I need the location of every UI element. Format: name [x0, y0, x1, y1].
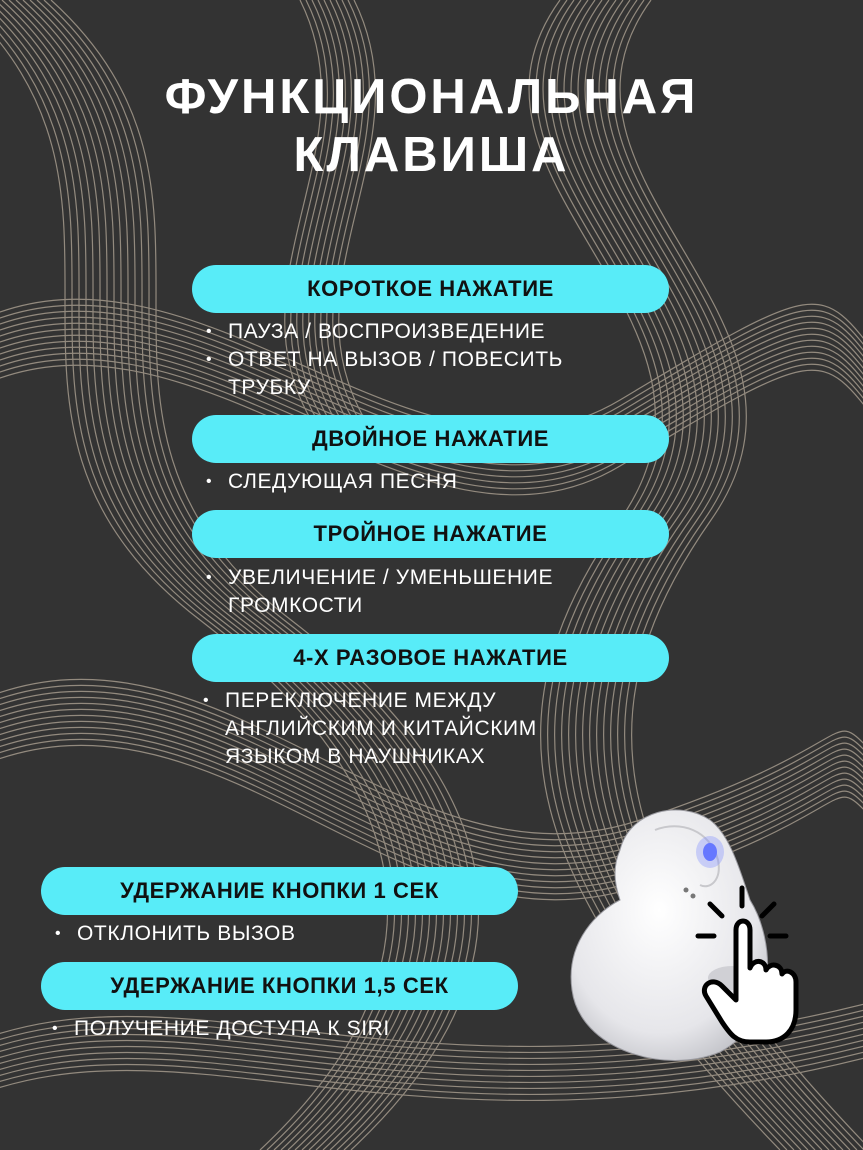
earbud-icon	[560, 790, 863, 1070]
quadruple-press-label: 4-Х РАЗОВОЕ НАЖАТИЕ	[192, 634, 669, 682]
list-item: • ОТВЕТ НА ВЫЗОВ / ПОВЕСИТЬ ТРУБКУ	[206, 346, 646, 402]
list-item: • ПЕРЕКЛЮЧЕНИЕ МЕЖДУ АНГЛИЙСКИМ И КИТАЙСКИМ ЯЗЫКОМ В НАУШНИКАХ	[203, 687, 613, 771]
page-title	[0, 68, 863, 184]
list-item: • ПАУЗА / ВОСПРОИЗВЕДЕНИЕ	[206, 318, 646, 346]
short-press-label: КОРОТКОЕ НАЖАТИЕ	[192, 265, 669, 313]
list-item: • ПОЛУЧЕНИЕ ДОСТУПА К SIRI	[52, 1015, 532, 1043]
hold-1-5s-list	[52, 1015, 532, 1043]
list-item: • УВЕЛИЧЕНИЕ / УМЕНЬШЕНИЕ ГРОМКОСТИ	[206, 564, 626, 620]
triple-press-label: ТРОЙНОЕ НАЖАТИЕ	[192, 510, 669, 558]
double-press-label: ДВОЙНОЕ НАЖАТИЕ	[192, 415, 669, 463]
double-press-list	[206, 468, 646, 496]
hold-1s-label: УДЕРЖАНИЕ КНОПКИ 1 СЕК	[41, 867, 518, 915]
list-item: • СЛЕДУЮЩАЯ ПЕСНЯ	[206, 468, 646, 496]
quadruple-press-list	[203, 687, 613, 771]
hold-1-5s-label: УДЕРЖАНИЕ КНОПКИ 1,5 СЕК	[41, 962, 518, 1010]
short-press-list	[206, 318, 646, 402]
title-line-2: КЛАВИША	[293, 128, 570, 182]
list-item: • ОТКЛОНИТЬ ВЫЗОВ	[55, 920, 495, 948]
triple-press-list	[206, 564, 626, 620]
title-line-1: ФУНКЦИОНАЛЬНАЯ	[164, 70, 699, 124]
hold-1s-list	[55, 920, 495, 948]
